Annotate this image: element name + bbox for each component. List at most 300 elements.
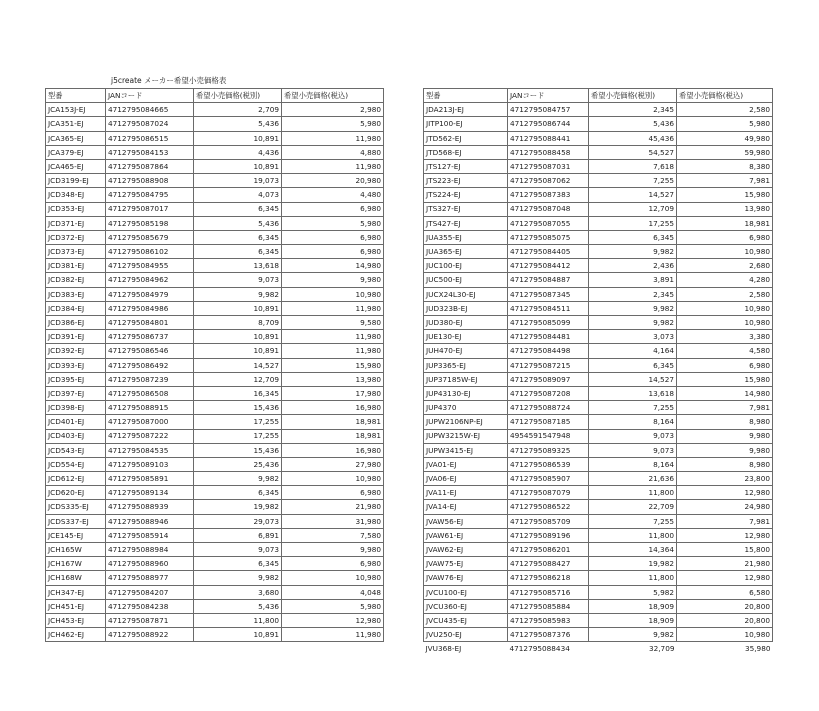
- price-incl-tax-cell: 4,580: [677, 344, 773, 358]
- jan-code-cell: 4712795084238: [106, 599, 194, 613]
- table-row: [424, 486, 773, 500]
- jan-code-cell: 4712795087000: [106, 415, 194, 429]
- price-excl-tax-cell: 9,073: [589, 429, 677, 443]
- jan-code-cell: 4712795086737: [106, 330, 194, 344]
- table-row: [46, 159, 384, 173]
- jan-code-cell: 4712795088724: [508, 401, 589, 415]
- table-row: [46, 287, 384, 301]
- jan-code-cell: 4712795086218: [508, 571, 589, 585]
- table-row: [424, 259, 773, 273]
- price-table-left: [45, 88, 384, 642]
- jan-code-cell: 4712795085198: [106, 216, 194, 230]
- price-incl-tax-cell: 12,980: [677, 571, 773, 585]
- model-cell: JVCU360-EJ: [424, 599, 508, 613]
- jan-code-cell: 4712795086539: [508, 457, 589, 471]
- jan-code-cell: 4712795087024: [106, 117, 194, 131]
- table-row: [424, 457, 773, 471]
- price-incl-tax-cell: 5,980: [282, 216, 384, 230]
- price-incl-tax-cell: 2,980: [282, 103, 384, 117]
- jan-code-cell: 4712795086515: [106, 131, 194, 145]
- jan-code-cell: 4954591547948: [508, 429, 589, 443]
- price-excl-tax-cell: 4,436: [194, 145, 282, 159]
- price-incl-tax-cell: 20,800: [677, 613, 773, 627]
- model-cell: JUP37185W-EJ: [424, 372, 508, 386]
- jan-code-cell: 4712795088977: [106, 571, 194, 585]
- jan-code-cell: 4712795085983: [508, 613, 589, 627]
- model-cell: JCH347-EJ: [46, 585, 106, 599]
- price-incl-tax-cell: 3,380: [677, 330, 773, 344]
- jan-code-cell: 4712795087017: [106, 202, 194, 216]
- table-row: [424, 330, 773, 344]
- jan-code-cell: 4712795087222: [106, 429, 194, 443]
- model-cell: JCD386-EJ: [46, 316, 106, 330]
- price-excl-tax-cell: 17,255: [194, 415, 282, 429]
- price-incl-tax-cell: 2,680: [677, 259, 773, 273]
- jan-code-cell: 4712795084757: [508, 103, 589, 117]
- table-row: [424, 358, 773, 372]
- model-cell: JUPW3215W-EJ: [424, 429, 508, 443]
- price-excl-tax-cell: 15,436: [194, 443, 282, 457]
- table-row: [46, 145, 384, 159]
- price-incl-tax-cell: 4,280: [677, 273, 773, 287]
- model-cell: JCD620-EJ: [46, 486, 106, 500]
- price-incl-tax-cell: 21,980: [677, 557, 773, 571]
- price-incl-tax-cell: 15,980: [282, 358, 384, 372]
- price-incl-tax-cell: 5,980: [677, 117, 773, 131]
- price-excl-tax-cell: 9,073: [194, 273, 282, 287]
- model-cell: JVA14-EJ: [424, 500, 508, 514]
- table-row: [46, 443, 384, 457]
- price-incl-tax-cell: 27,980: [282, 457, 384, 471]
- price-excl-tax-cell: 8,709: [194, 316, 282, 330]
- price-incl-tax-cell: 6,980: [282, 230, 384, 244]
- price-incl-tax-cell: 11,980: [282, 344, 384, 358]
- price-incl-tax-cell: 24,980: [677, 500, 773, 514]
- price-incl-tax-cell: 10,980: [677, 316, 773, 330]
- model-cell: JUA355-EJ: [424, 230, 508, 244]
- jan-code-cell: 4712795087871: [106, 613, 194, 627]
- price-excl-tax-cell: 6,345: [589, 230, 677, 244]
- price-incl-tax-cell: 14,980: [677, 386, 773, 400]
- price-incl-tax-cell: 10,980: [677, 628, 773, 642]
- price-excl-tax-cell: 13,618: [589, 386, 677, 400]
- model-cell: JCH167W: [46, 557, 106, 571]
- jan-code-cell: 4712795084795: [106, 188, 194, 202]
- price-incl-tax-cell: 15,980: [677, 188, 773, 202]
- jan-code-cell: 4712795089196: [508, 528, 589, 542]
- price-excl-tax-cell: 6,345: [194, 202, 282, 216]
- jan-code-cell: 4712795086201: [508, 543, 589, 557]
- table-row: [424, 514, 773, 528]
- price-incl-tax-cell: 5,980: [282, 117, 384, 131]
- table-row: [424, 571, 773, 585]
- table-row: [46, 472, 384, 486]
- price-incl-tax-cell: 9,580: [282, 316, 384, 330]
- price-excl-tax-cell: 9,982: [589, 628, 677, 642]
- price-incl-tax-cell: 16,980: [282, 401, 384, 415]
- jan-code-cell: 4712795087376: [508, 628, 589, 642]
- jan-code-cell: 4712795084535: [106, 443, 194, 457]
- price-incl-tax-cell: 14,980: [282, 259, 384, 273]
- table-row: [46, 613, 384, 627]
- model-cell: JVU368-EJ: [425, 644, 462, 654]
- jan-code-cell: 4712795086522: [508, 500, 589, 514]
- price-incl-tax-cell: 18,981: [282, 429, 384, 443]
- header-jan-code: JANコード: [106, 89, 194, 103]
- table-row: [424, 599, 773, 613]
- price-excl-tax-cell: 14,527: [589, 372, 677, 386]
- price-excl-tax-cell: 2,436: [589, 259, 677, 273]
- price-excl-tax-cell: 14,364: [589, 543, 677, 557]
- model-cell: JTS223-EJ: [424, 174, 508, 188]
- jan-code-cell: 4712795084207: [106, 585, 194, 599]
- price-incl-tax-cell: 10,980: [677, 301, 773, 315]
- model-cell: JCH453-EJ: [46, 613, 106, 627]
- header-jan-code: JANコード: [508, 89, 589, 103]
- price-excl-tax-cell: 4,073: [194, 188, 282, 202]
- model-cell: JCA465-EJ: [46, 159, 106, 173]
- price-incl-tax-cell: 31,980: [282, 514, 384, 528]
- price-excl-tax-cell: 10,891: [194, 159, 282, 173]
- table-row: [46, 188, 384, 202]
- model-cell: JTD568-EJ: [424, 145, 508, 159]
- price-incl-tax-cell: 16,980: [282, 443, 384, 457]
- jan-code-cell: 4712795088946: [106, 514, 194, 528]
- model-cell: JVAW62-EJ: [424, 543, 508, 557]
- price-incl-tax-cell: 6,980: [282, 486, 384, 500]
- price-incl-tax-cell: 4,880: [282, 145, 384, 159]
- table-row: [424, 117, 773, 131]
- model-cell: JCE145-EJ: [46, 528, 106, 542]
- price-incl-tax-cell: 11,980: [282, 301, 384, 315]
- table-row: [46, 429, 384, 443]
- jan-code-cell: 4712795084986: [106, 301, 194, 315]
- table-row: [46, 259, 384, 273]
- price-excl-tax-cell: 11,800: [589, 486, 677, 500]
- model-cell: JUD323B-EJ: [424, 301, 508, 315]
- jan-code-cell: 4712795084412: [508, 259, 589, 273]
- jan-code-cell: 4712795088458: [508, 145, 589, 159]
- jan-code-cell: 4712795085884: [508, 599, 589, 613]
- model-cell: JUPW2106NP-EJ: [424, 415, 508, 429]
- model-cell: JCH462-EJ: [46, 628, 106, 642]
- table-row: [424, 245, 773, 259]
- price-excl-tax-cell: 11,800: [194, 613, 282, 627]
- price-excl-tax-cell: 9,073: [589, 443, 677, 457]
- price-excl-tax-cell: 7,255: [589, 514, 677, 528]
- price-excl-tax-cell: 7,255: [589, 174, 677, 188]
- price-excl-tax-cell: 6,345: [194, 557, 282, 571]
- table-body-left: [46, 103, 384, 642]
- model-cell: JCD401-EJ: [46, 415, 106, 429]
- model-cell: JCD393-EJ: [46, 358, 106, 372]
- jan-code-cell: 4712795087864: [106, 159, 194, 173]
- price-excl-tax-cell: 29,073: [194, 514, 282, 528]
- price-excl-tax-cell: 8,164: [589, 415, 677, 429]
- price-incl-tax-cell: 10,980: [677, 245, 773, 259]
- price-incl-tax-cell: 4,048: [282, 585, 384, 599]
- price-excl-tax-cell: 14,527: [589, 188, 677, 202]
- model-cell: JUA365-EJ: [424, 245, 508, 259]
- price-incl-tax-cell: 6,980: [282, 557, 384, 571]
- table-row: [424, 145, 773, 159]
- jan-code-cell: 4712795087079: [508, 486, 589, 500]
- price-excl-tax-cell: 45,436: [589, 131, 677, 145]
- table-row: [424, 188, 773, 202]
- price-excl-tax-cell: 10,891: [194, 301, 282, 315]
- model-cell: JUE130-EJ: [424, 330, 508, 344]
- price-excl-tax-cell: 6,891: [194, 528, 282, 542]
- price-incl-tax-cell: 7,981: [677, 514, 773, 528]
- table-row: [46, 301, 384, 315]
- jan-code-cell: 4712795084955: [106, 259, 194, 273]
- model-cell: JUP3365-EJ: [424, 358, 508, 372]
- jan-code-cell: 4712795085709: [508, 514, 589, 528]
- header-price-excl-tax: 希望小売価格(税別): [194, 89, 282, 103]
- price-incl-tax-cell: 15,980: [677, 372, 773, 386]
- model-cell: JCD395-EJ: [46, 372, 106, 386]
- table-row: [424, 585, 773, 599]
- table-row: [424, 159, 773, 173]
- jan-code-cell: 4712795084962: [106, 273, 194, 287]
- price-excl-tax-cell: 18,909: [589, 613, 677, 627]
- table-row: [46, 344, 384, 358]
- jan-code-cell: 4712795084498: [508, 344, 589, 358]
- price-incl-tax-cell: 13,980: [282, 372, 384, 386]
- table-row: [46, 415, 384, 429]
- jan-code-cell: 4712795087383: [508, 188, 589, 202]
- price-excl-tax-cell: 6,345: [589, 358, 677, 372]
- table-row: [46, 457, 384, 471]
- jan-code-cell: 4712795087031: [508, 159, 589, 173]
- jan-code-cell: 4712795088908: [106, 174, 194, 188]
- jan-code-cell: 4712795089134: [106, 486, 194, 500]
- price-excl-tax-cell: 19,073: [194, 174, 282, 188]
- model-cell: JCD398-EJ: [46, 401, 106, 415]
- price-excl-tax-cell: 11,800: [589, 571, 677, 585]
- price-incl-tax-cell: 17,980: [282, 386, 384, 400]
- header-model: 型番: [424, 89, 508, 103]
- price-excl-tax-cell: 9,982: [589, 316, 677, 330]
- model-cell: JVU250-EJ: [424, 628, 508, 642]
- model-cell: JVAW56-EJ: [424, 514, 508, 528]
- price-excl-tax-cell: 2,345: [589, 287, 677, 301]
- table-row: [46, 245, 384, 259]
- jan-code-cell: 4712795086508: [106, 386, 194, 400]
- model-cell: JCA351-EJ: [46, 117, 106, 131]
- jan-code-cell: 4712795086492: [106, 358, 194, 372]
- price-excl-tax-cell: 4,164: [589, 344, 677, 358]
- table-row: [424, 528, 773, 542]
- price-excl-tax-cell: 6,345: [194, 230, 282, 244]
- model-cell: JCD391-EJ: [46, 330, 106, 344]
- price-excl-tax-cell: 5,982: [589, 585, 677, 599]
- model-cell: JVAW75-EJ: [424, 557, 508, 571]
- price-excl-tax-cell: 12,709: [194, 372, 282, 386]
- table-row: [46, 401, 384, 415]
- price-incl-tax-cell: 35,980: [744, 644, 771, 654]
- jan-code-cell: 4712795084153: [106, 145, 194, 159]
- price-excl-tax-cell: 2,345: [589, 103, 677, 117]
- price-incl-tax-cell: 6,980: [677, 358, 773, 372]
- price-table-right: [423, 88, 773, 656]
- price-incl-tax-cell: 5,980: [282, 599, 384, 613]
- price-excl-tax-cell: 17,255: [589, 216, 677, 230]
- model-cell: JVA01-EJ: [424, 457, 508, 471]
- price-incl-tax-cell: 8,380: [677, 159, 773, 173]
- model-cell: JUC100-EJ: [424, 259, 508, 273]
- table-row: [424, 316, 773, 330]
- jan-code-cell: 4712795084665: [106, 103, 194, 117]
- model-cell: JCD373-EJ: [46, 245, 106, 259]
- model-cell: JUH470-EJ: [424, 344, 508, 358]
- table-row: [424, 301, 773, 315]
- price-incl-tax-cell: 10,980: [282, 571, 384, 585]
- model-cell: JTS327-EJ: [424, 202, 508, 216]
- price-excl-tax-cell: 21,636: [589, 472, 677, 486]
- price-incl-tax-cell: 9,980: [677, 443, 773, 457]
- price-excl-tax-cell: 19,982: [589, 557, 677, 571]
- table-row: [46, 386, 384, 400]
- jan-code-cell: 4712795087215: [508, 358, 589, 372]
- jan-code-cell: 4712795084481: [508, 330, 589, 344]
- jan-code-cell: 4712795085891: [106, 472, 194, 486]
- model-cell: JCDS335-EJ: [46, 500, 106, 514]
- table-row: [46, 131, 384, 145]
- price-excl-tax-cell: 7,255: [589, 401, 677, 415]
- table-row: [424, 543, 773, 557]
- price-excl-tax-cell: 10,891: [194, 344, 282, 358]
- model-cell: JUP43130-EJ: [424, 386, 508, 400]
- table-row: [424, 202, 773, 216]
- table-row: [424, 557, 773, 571]
- jan-code-cell: 4712795085075: [508, 230, 589, 244]
- table-row: [424, 443, 773, 457]
- price-excl-tax-cell: 6,345: [194, 486, 282, 500]
- price-excl-tax-cell: 9,982: [589, 301, 677, 315]
- price-incl-tax-cell: 6,980: [282, 245, 384, 259]
- price-excl-tax-cell: 2,709: [194, 103, 282, 117]
- jan-code-cell: 4712795086744: [508, 117, 589, 131]
- table-row: [424, 415, 773, 429]
- price-incl-tax-cell: 7,580: [282, 528, 384, 542]
- table-body-right: [424, 103, 773, 656]
- table-row: [424, 287, 773, 301]
- price-excl-tax-cell: 25,436: [194, 457, 282, 471]
- price-excl-tax-cell: 32,709: [648, 644, 675, 654]
- model-cell: JUC500-EJ: [424, 273, 508, 287]
- table-row: [46, 117, 384, 131]
- price-excl-tax-cell: 6,345: [194, 245, 282, 259]
- price-incl-tax-cell: 6,980: [282, 202, 384, 216]
- price-incl-tax-cell: 59,980: [677, 145, 773, 159]
- jan-code-cell: 4712795089325: [508, 443, 589, 457]
- price-excl-tax-cell: 5,436: [194, 216, 282, 230]
- jan-code-cell: 4712795088915: [106, 401, 194, 415]
- price-incl-tax-cell: 18,981: [282, 415, 384, 429]
- jan-code-cell: 4712795087239: [106, 372, 194, 386]
- price-excl-tax-cell: 7,618: [589, 159, 677, 173]
- model-cell: JVAW61-EJ: [424, 528, 508, 542]
- price-excl-tax-cell: 5,436: [194, 117, 282, 131]
- model-cell: JCA365-EJ: [46, 131, 106, 145]
- price-incl-tax-cell: 2,580: [677, 287, 773, 301]
- jan-code-cell: 4712795085907: [508, 472, 589, 486]
- jan-code-cell: 4712795085099: [508, 316, 589, 330]
- model-cell: JCD372-EJ: [46, 230, 106, 244]
- price-incl-tax-cell: 12,980: [677, 486, 773, 500]
- table-row: [46, 500, 384, 514]
- table-row: [46, 571, 384, 585]
- model-cell: JUP4370: [424, 401, 508, 415]
- table-row: [46, 599, 384, 613]
- table-row: [46, 358, 384, 372]
- jan-code-cell: 4712795089103: [106, 457, 194, 471]
- model-cell: JVA11-EJ: [424, 486, 508, 500]
- price-excl-tax-cell: 14,527: [194, 358, 282, 372]
- jan-code-cell: 4712795088984: [106, 543, 194, 557]
- price-incl-tax-cell: 7,981: [677, 174, 773, 188]
- table-row: [424, 401, 773, 415]
- table-row: [424, 472, 773, 486]
- price-incl-tax-cell: 15,800: [677, 543, 773, 557]
- jan-code-cell: 4712795084979: [106, 287, 194, 301]
- model-cell: JVCU100-EJ: [424, 585, 508, 599]
- jan-code-cell: 4712795085679: [106, 230, 194, 244]
- model-cell: JCA153J-EJ: [46, 103, 106, 117]
- price-excl-tax-cell: 9,982: [194, 287, 282, 301]
- table-header-row: [46, 89, 384, 103]
- price-excl-tax-cell: 18,909: [589, 599, 677, 613]
- table-row: [424, 131, 773, 145]
- price-incl-tax-cell: 18,981: [677, 216, 773, 230]
- price-list-title: j5create メーカー希望小売価格表: [111, 76, 227, 85]
- table-row: [46, 628, 384, 642]
- jan-code-cell: 4712795088441: [508, 131, 589, 145]
- header-price-excl-tax: 希望小売価格(税別): [589, 89, 677, 103]
- table-row: [424, 273, 773, 287]
- table-row: [424, 174, 773, 188]
- price-incl-tax-cell: 21,980: [282, 500, 384, 514]
- table-header-row: [424, 89, 773, 103]
- table-row: [46, 486, 384, 500]
- price-incl-tax-cell: 6,580: [677, 585, 773, 599]
- header-price-incl-tax: 希望小売価格(税込): [677, 89, 773, 103]
- table-row: [424, 500, 773, 514]
- model-cell: JCD612-EJ: [46, 472, 106, 486]
- price-excl-tax-cell: 3,073: [589, 330, 677, 344]
- table-row: [46, 372, 384, 386]
- table-row: [46, 174, 384, 188]
- table-row: [46, 202, 384, 216]
- price-excl-tax-cell: 22,709: [589, 500, 677, 514]
- model-cell: JCH168W: [46, 571, 106, 585]
- jan-code-cell: 4712795088434: [509, 644, 570, 654]
- price-excl-tax-cell: 54,527: [589, 145, 677, 159]
- price-excl-tax-cell: 3,891: [589, 273, 677, 287]
- model-cell: JVA06-EJ: [424, 472, 508, 486]
- price-incl-tax-cell: 6,980: [677, 230, 773, 244]
- price-excl-tax-cell: 10,891: [194, 330, 282, 344]
- jan-code-cell: 4712795088427: [508, 557, 589, 571]
- model-cell: JCD348-EJ: [46, 188, 106, 202]
- price-incl-tax-cell: 12,980: [282, 613, 384, 627]
- model-cell: JCD381-EJ: [46, 259, 106, 273]
- model-cell: JDA213J-EJ: [424, 103, 508, 117]
- price-incl-tax-cell: 23,800: [677, 472, 773, 486]
- table-row: [424, 216, 773, 230]
- model-cell: JCD554-EJ: [46, 457, 106, 471]
